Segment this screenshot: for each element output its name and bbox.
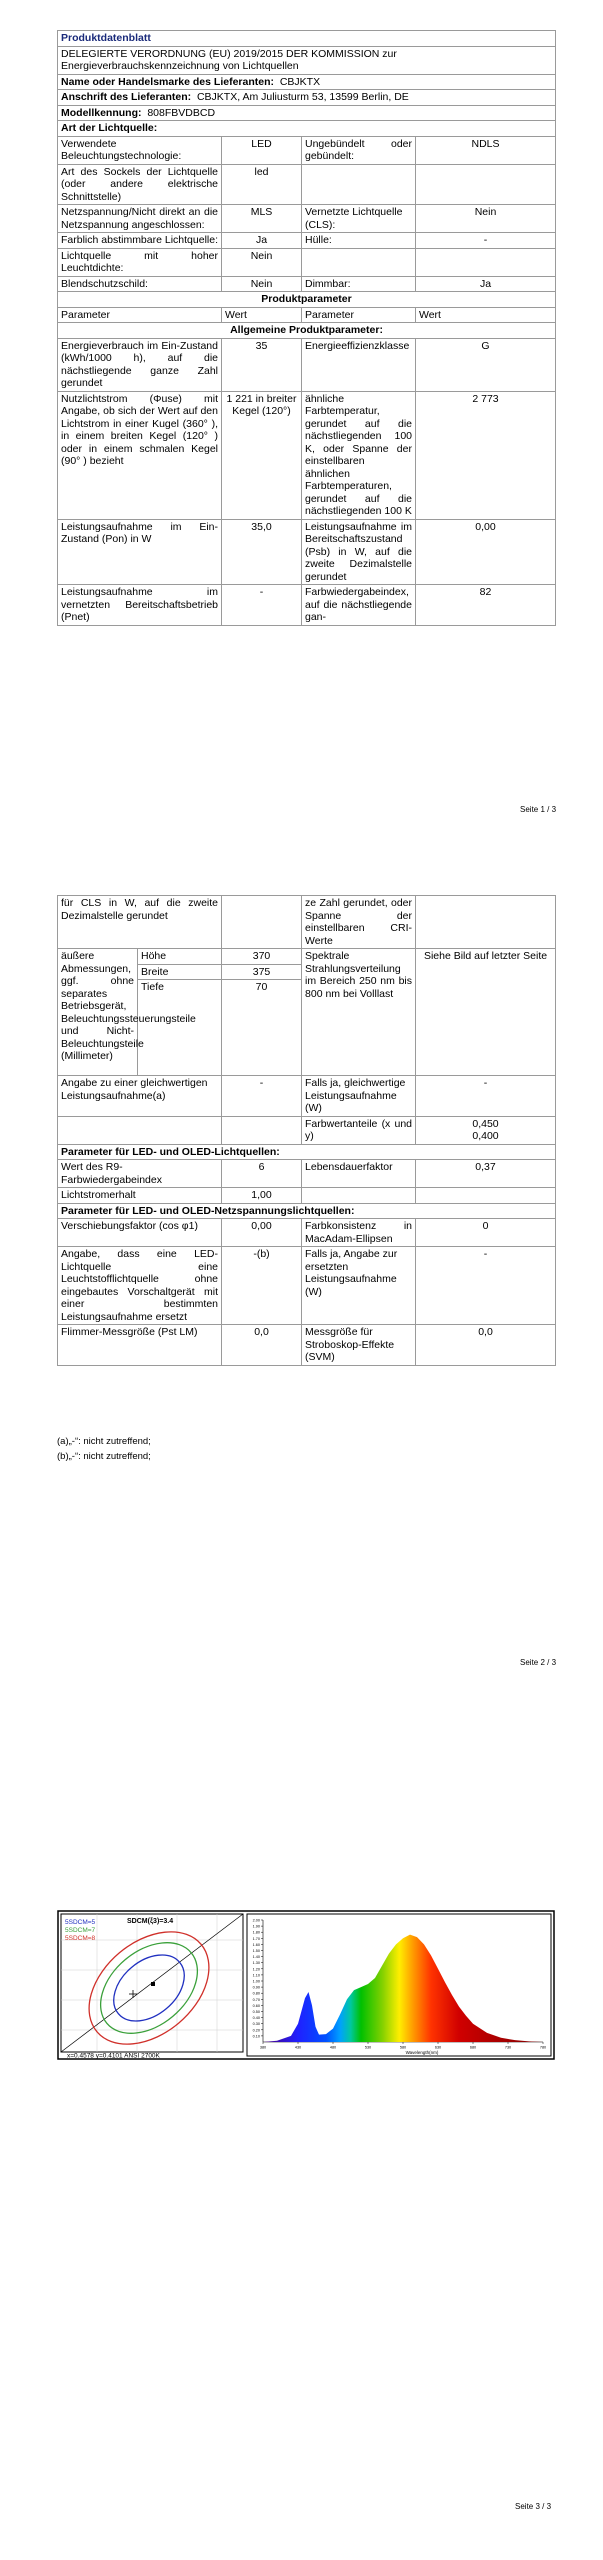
y-tick-label: 0.70 — [252, 1997, 260, 2002]
y-tick-label: 1.80 — [252, 1930, 260, 1935]
y-tick-label: 0.30 — [252, 2022, 260, 2027]
x-tick-label: 630 — [434, 2045, 442, 2050]
table-row: Netzspannung/Nicht direkt an die Netzspannung angeschlossen: MLS Vernetzte Lichtquelle (CLS): Nein — [58, 205, 556, 233]
page-number: Seite 1 / 3 — [520, 805, 557, 814]
y-tick-label: 2.00 — [252, 1918, 260, 1923]
model-row: Modellkennung: 808FBVDBCD — [58, 105, 556, 121]
y-tick-label: 1.30 — [252, 1961, 260, 1966]
supplier-address-row: Anschrift des Lieferanten: CBJKTX, Am Juliusturm 53, 13599 Berlin, DE — [58, 90, 556, 106]
legend-5sdcm8: 5SDCM=8 — [65, 1935, 96, 1942]
sdcm-title: SDCM(ξ3)=3.4 — [127, 1918, 174, 1925]
spectrum-figure — [57, 1910, 555, 2060]
y-tick-label: 1.50 — [252, 1949, 260, 1953]
page-number: Seite 2 / 3 — [520, 1658, 557, 1667]
spectrum-panel — [247, 1914, 551, 2056]
footnote-b: (b)„-“: nicht zutreffend; — [57, 1451, 151, 1462]
table-row: Blendschutzschild: Nein Dimmbar: Ja — [58, 276, 556, 292]
chroma-y: 0,400 — [472, 1130, 499, 1142]
product-datasheet-table-continued — [57, 895, 556, 1366]
y-tick-label: 1.40 — [252, 1955, 260, 1960]
y-tick-label: 0.40 — [252, 2016, 260, 2021]
column-header-row: Parameter Wert Parameter Wert — [58, 307, 556, 323]
regulation-subtitle: DELEGIERTE VERORDNUNG (EU) 2019/2015 DER KOMMISSION zur Energieverbrauchskennzeichnung von Lichtquellen — [58, 46, 556, 74]
table-row: Nutzlichtstrom (Φuse) mit Angabe, ob sich der Wert auf den Lichtstrom in einer Kugel (360° ), in einem breiten Kegel (120° ) oder in einem schmalen Kegel (90° ) bezieht 1 221 in breiter Kegel (120°) ähnliche Farbtemperatur, gerundet auf die nächstliegenden 100 K, oder Spanne der einstellbaren ähnlichen Farbtemperaturen, gerundet auf die nächstliegenden 100 K 2 773 — [58, 391, 556, 519]
table-row: Verwendete Beleuchtungstechnologie: LED Ungebündelt oder gebündelt: NDLS — [58, 136, 556, 164]
x-tick-label: 480 — [329, 2045, 337, 2050]
mains-parameter-heading: Parameter für LED- und OLED-Netzspannungslichtquellen: — [58, 1203, 556, 1219]
dimensions-row: äußere Abmessungen, ggf. ohne separates Betriebsgerät, Beleuchtungssteuerungsteile und Nicht-Beleuchtungsteile (Millimeter) Höhe 370 Spektrale Strahlungsverteilung im Bereich 250 nm bis 800 nm bei Volllast Siehe Bild auf letzter Seite — [58, 949, 556, 965]
chromaticity-coordinates: x=0.4578 y=0.4101 ANSI 2700K — [67, 2052, 160, 2060]
footnote-a: (a)„-“: nicht zutreffend; — [57, 1436, 151, 1447]
y-tick-label: 0.90 — [252, 1985, 260, 1990]
x-tick-label: 380 — [259, 2045, 267, 2050]
y-tick-label: 0.50 — [252, 2010, 260, 2014]
legend-5sdcm7: 5SDCM=7 — [65, 1927, 96, 1934]
y-tick-label: 1.70 — [252, 1936, 260, 1941]
measured-point — [151, 1982, 155, 1986]
y-tick-label: 1.90 — [252, 1924, 260, 1929]
table-row: Leistungsaufnahme im vernetzten Bereitschaftsbetrieb (Pnet) - Farbwiedergabeindex, auf die nächstliegende gan- 82 — [58, 585, 556, 626]
table-row: Art des Sockels der Lichtquelle (oder andere elektrische Schnittstelle) led — [58, 164, 556, 205]
led-parameter-heading: Parameter für LED- und OLED-Lichtquellen: — [58, 1144, 556, 1160]
y-tick-label: 0.10 — [252, 2034, 260, 2039]
x-tick-label: 780 — [539, 2045, 547, 2050]
x-tick-label: 530 — [364, 2045, 372, 2050]
x-tick-label: 730 — [504, 2045, 512, 2050]
y-tick-label: 1.00 — [252, 1979, 260, 1984]
legend-5sdcm5: 5SDCM=5 — [65, 1919, 96, 1926]
chromaticity-panel — [61, 1910, 243, 2060]
page-number: Seite 3 / 3 — [515, 2502, 552, 2511]
x-tick-label: 680 — [469, 2045, 477, 2050]
y-tick-label: 0.20 — [252, 2028, 260, 2033]
table-row: Farblich abstimmbare Lichtquelle: Ja Hülle: - — [58, 233, 556, 249]
x-tick-label: 430 — [294, 2045, 302, 2050]
table-row: für CLS in W, auf die zweite Dezimalstelle gerundet ze Zahl gerundet, oder Spanne der einstellbaren CRI-Werte — [58, 896, 556, 949]
lightsource-type-heading: Art der Lichtquelle: — [58, 121, 556, 137]
dimensions-row: Tiefe 70 — [58, 980, 556, 1076]
dimensions-row: Breite 375 — [58, 964, 556, 980]
y-tick-label: 0.60 — [252, 2003, 260, 2008]
table-row: Angabe, dass eine LED-Lichtquelle eine Leuchtstofflichtquelle ohne eingebautes Vorschaltgerät mit einer bestimmten Leistungsaufnahme ersetzt -(b) Falls ja, Angabe zur ersetzten Leistungsaufnahme (W) - — [58, 1247, 556, 1325]
y-tick-label: 0.80 — [252, 1991, 260, 1996]
product-parameter-heading: Produktparameter — [58, 292, 556, 308]
x-axis-label: Wavelength(nm) — [405, 2050, 439, 2055]
table-row: Lichtstromerhalt 1,00 — [58, 1188, 556, 1204]
y-tick-label: 1.60 — [252, 1942, 260, 1947]
table-row: Lichtquelle mit hoher Leuchtdichte: Nein — [58, 248, 556, 276]
y-tick-label: 1.20 — [252, 1967, 260, 1972]
y-tick-label: 1.10 — [252, 1973, 260, 1978]
product-datasheet-table — [57, 30, 556, 626]
table-row: Verschiebungsfaktor (cos φ1) 0,00 Farbkonsistenz in MacAdam-Ellipsen 0 — [58, 1219, 556, 1247]
table-row: Wert des R9-Farbwiedergabeindex 6 Lebensdauerfaktor 0,37 — [58, 1160, 556, 1188]
chroma-x: 0,450 — [472, 1117, 499, 1130]
general-parameter-heading: Allgemeine Produktparameter: — [58, 323, 556, 339]
table-row: Leistungsaufnahme im Ein-Zustand (Pon) in W 35,0 Leistungsaufnahme im Bereitschaftszustand (Psb) in W, auf die zweite Dezimalstelle gerundet 0,00 — [58, 519, 556, 585]
table-row: Farbwertanteile (x und y) 0,450 0,400 — [58, 1116, 556, 1144]
page-title: Produktdatenblatt — [58, 31, 556, 47]
table-row: Angabe zu einer gleichwertigen Leistungsaufnahme(a) - Falls ja, gleichwertige Leistungsaufnahme (W) - — [58, 1076, 556, 1117]
table-row: Energieverbrauch im Ein-Zustand (kWh/1000 h), auf die nächstliegende ganze Zahl gerundet 35 Energieeffizienzklasse G — [58, 338, 556, 391]
table-row: Flimmer-Messgröße (Pst LM) 0,0 Messgröße für Stroboskop-Effekte (SVM) 0,0 — [58, 1325, 556, 1366]
supplier-name-row: Name oder Handelsmarke des Lieferanten: CBJKTX — [58, 74, 556, 90]
x-tick-label: 580 — [399, 2045, 407, 2050]
